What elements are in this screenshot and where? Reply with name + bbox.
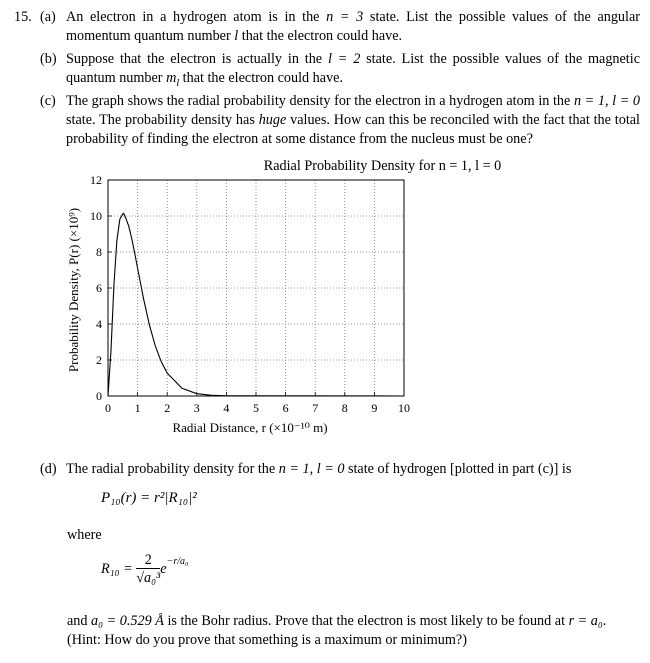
y-axis-label: Probability Density, P(r) (×10⁹) — [66, 207, 81, 373]
x-tick-label: 4 — [223, 401, 230, 415]
where-text: where — [67, 527, 102, 543]
y-tick-label: 10 — [90, 209, 102, 223]
y-tick-label: 0 — [96, 389, 102, 403]
x-tick-label: 10 — [398, 401, 410, 415]
part-c-label: (c) — [40, 93, 56, 109]
question-number: 15. — [14, 9, 32, 25]
x-tick-label: 0 — [105, 401, 111, 415]
r10-lhs: R₁₀ = — [101, 561, 137, 578]
y-tick-label: 2 — [96, 353, 102, 367]
y-tick-label: 4 — [96, 317, 102, 331]
r10-power: −r/a₀ — [166, 556, 189, 567]
r10-exp: e — [160, 561, 167, 578]
hint-text: (Hint: How do you prove that something is a maximum or minimum?) — [67, 632, 467, 648]
x-tick-label: 9 — [371, 401, 378, 415]
x-tick-label: 2 — [164, 401, 171, 415]
part-a-text: An electron in a hydrogen atom is in the n = 3 state. List the possible values of the angular momentum quantum number l that the electron could have. — [66, 9, 640, 44]
part-a-label: (a) — [40, 9, 56, 25]
equation-p10: P₁₀(r) = r²|R₁₀|² — [101, 490, 197, 506]
x-tick-label: 6 — [282, 401, 289, 415]
chart-grid — [108, 180, 404, 396]
part-b-label: (b) — [40, 51, 57, 67]
x-tick-label: 8 — [341, 401, 348, 415]
x-tick-label: 1 — [134, 401, 141, 415]
y-tick-label: 12 — [90, 173, 102, 187]
x-tick-label: 5 — [253, 401, 259, 415]
x-axis-label: Radial Distance, r (×10⁻¹⁰ m) — [172, 420, 328, 435]
final-statement: and a₀ = 0.529 Å is the Bohr radius. Prove that the electron is most likely to be found at r = a₀. (Hint: How do you prove that something is a maximum or minimum?) — [67, 612, 642, 650]
x-tick-label: 7 — [312, 401, 319, 415]
y-tick-label: 8 — [96, 245, 102, 259]
y-tick-label: 6 — [96, 281, 102, 295]
r10-fraction: $\frac{2}{\text{√a₀³}}$ — [136, 552, 161, 587]
x-tick-label: 3 — [193, 401, 200, 415]
part-d-label: (d) — [40, 461, 57, 477]
part-d-text: The radial probability density for the n = 1, l = 0 state of hydrogen [plotted in part (c)] is — [66, 461, 572, 477]
part-b-text: Suppose that the electron is actually in the l = 2 state. List the possible values of the magnetic quantum number $m_l$ that the electron could have. — [66, 51, 640, 89]
part-c-text: The graph shows the radial probability density for the electron in a hydrogen atom in the n = 1, l = 0 state. The probability density has huge values. How can this be reconciled with the fact that the total probability of finding the electron at some distance from the nucleus must be one? — [66, 93, 641, 147]
equation-r10 — [101, 552, 301, 596]
chart-title: Radial Probability Density for n = 1, l = 0 — [263, 158, 502, 174]
